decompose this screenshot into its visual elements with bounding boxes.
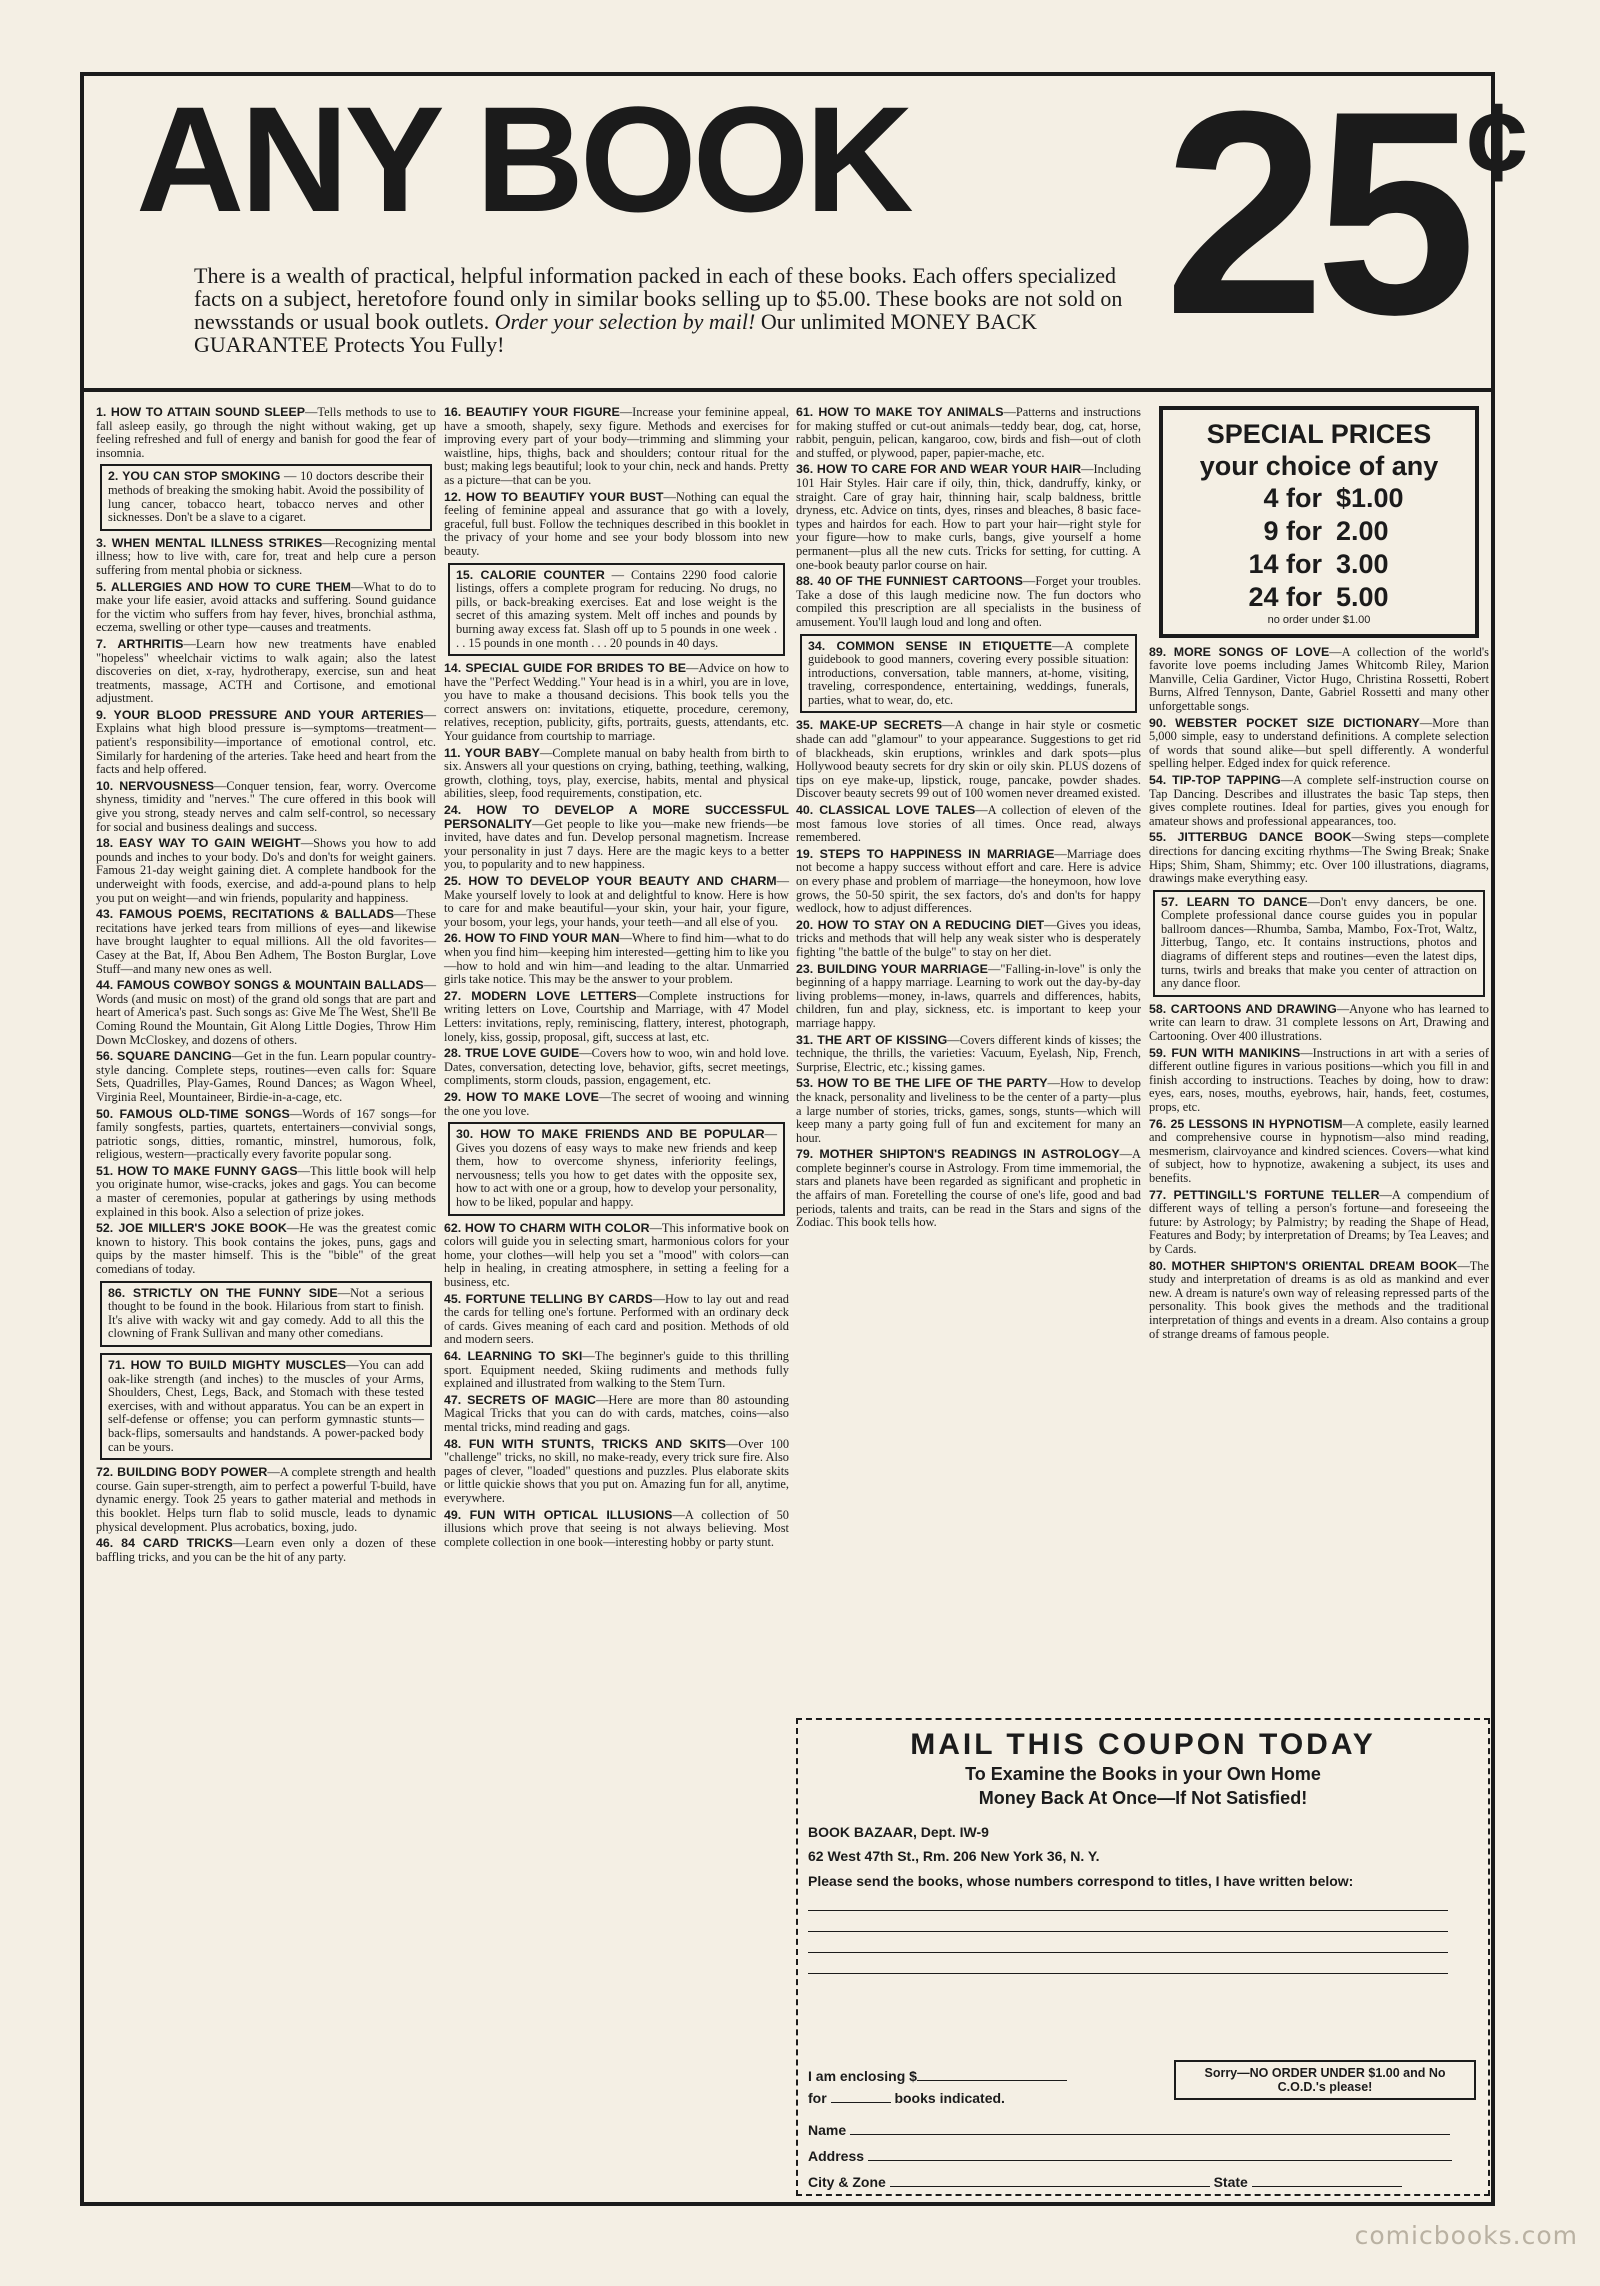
book-entry: [96, 1108, 436, 1162]
book-entry: [796, 575, 1141, 629]
book-title: 25. HOW TO DEVELOP YOUR BEAUTY AND CHARM: [444, 874, 777, 888]
book-description: —Not a serious thought to be found in the book. Hilarious from start to finish. It's alive with wacky wit and gay comedy. Add to all this the clowning of Frank Sullivan and many other comedians.: [108, 1285, 424, 1341]
book-title: 90. WEBSTER POCKET SIZE DICTIONARY: [1149, 715, 1420, 730]
book-description: —Conquer tension, fear, worry. Overcome shyness, timidity and "nerves." The cure offered in this book will give you strong, steady nerves and calm self-control, so necessary for social and business dealings and success.: [96, 778, 436, 834]
book-title: 54. TIP-TOP TAPPING: [1149, 772, 1281, 787]
book-title: 79. MOTHER SHIPTON'S READINGS IN ASTROLOGY: [796, 1147, 1120, 1162]
book-description: —"Falling-in-love" is only the beginning of a happy marriage. Learning to work out the day-by-day living problems—money, in-laws, quarrels and differences, habits, children, fun and play, sickness, etc. is important to keep your marriage happy.: [796, 961, 1141, 1030]
book-description: —Swing steps—complete directions for dancing exciting rhythms—The Swing Break; Snake Hips; Shim, Sham, Shimmy; etc. Over 100 illustrations, diagrams, drawings make everything easy.: [1149, 830, 1489, 886]
book-title: 9. YOUR BLOOD PRESSURE AND YOUR ARTERIES: [96, 707, 424, 722]
price-amount: 3.00: [1336, 549, 1389, 579]
book-title: 7. ARTHRITIS: [96, 636, 184, 651]
special-title: SPECIAL PRICES: [1206, 419, 1432, 449]
book-title: 49. FUN WITH OPTICAL ILLUSIONS: [444, 1507, 673, 1522]
book-entry: [444, 1047, 789, 1088]
book-entry: [100, 464, 432, 530]
book-description: —More than 5,000 simple, easy to understand definitions. A complete selection of words that sound alike—but spell differently. A wonderful spelling helper. Edged index for quick reference.: [1149, 715, 1489, 771]
book-title: 18. EASY WAY TO GAIN WEIGHT: [96, 836, 301, 851]
price-number: 25: [1164, 51, 1467, 375]
book-title: 12. HOW TO BEAUTIFY YOUR BUST: [444, 489, 664, 504]
state-label: State: [1213, 2174, 1248, 2190]
headline: ANY BOOK: [136, 75, 910, 243]
book-title: 72. BUILDING BODY POWER: [96, 1465, 268, 1480]
book-title: 20. HOW TO STAY ON A REDUCING DIET: [796, 917, 1045, 932]
book-description: —Don't envy dancers, be one. Complete professional dance course guides you in popular ballroom dances—Rhumba, Samba, Mambo, Fox-Trot, Waltz, Jitterbug, Tango, etc. It contains instructions, photos and diagrams of different steps and routines—even the latest dips, turns, twirls and breaks that make you center of attraction on any dance floor.: [1161, 894, 1477, 991]
book-description: —Recognizing mental illness; how to live with, care for, treat and help cure a person suffering from mental phobia or sickness.: [96, 535, 436, 577]
book-description: —You can add oak-like strength (and inches) to the muscles of your Arms, Shoulders, Chest, Legs, Back, and Stomach with these tested exercises, with and without apparatus. You can be an expert in self-defense or offense; you can perform gymnastic stunts—back-flips, somersaults and handstands. A power-packed body can be yours.: [108, 1358, 424, 1454]
book-entry: [1149, 1189, 1489, 1257]
book-description: —Over 100 "challenge" tricks, no skill, no make-ready, every trick sure fire. Also pages of clever, "loaded" questions and puzzles. Plus elaborate skits or little quickie shows that you put on. Amazing fun for all, anytime, everywhere.: [444, 1436, 790, 1505]
book-description: —How to lay out and read the cards for telling one's fortune. Performed with an ordinary deck of cards. Gives meaning of each card and position. Methods of old and modern seers.: [444, 1291, 789, 1347]
book-entry: [444, 406, 789, 488]
book-description: —Shows you how to add pounds and inches to your body. Do's and don'ts for weight gainers. Famous 21-day weight gaining diet. A complete handbook for the underweight with foods, exercise, and add-a-pound plans to help you put on weight—and win friends, popularity and happiness.: [96, 836, 436, 905]
watermark: comicbooks.com: [1354, 2221, 1578, 2250]
coupon-title: MAIL THIS COUPON TODAY: [910, 1728, 1376, 1761]
price: [1164, 51, 1528, 375]
book-description: —Get in the fun. Learn popular country-style dancing. Complete steps, routines—even calls for: Square Sets, Quadrilles, Play-Games, Round Dances; as Wagon Wheel, Virginia Reel, Mountaineer, Birdie-in-a-cage, etc.: [96, 1049, 436, 1104]
book-description: —A complete, easily learned and comprehensive course in hypnotism—also mind reading, mesmerism, clairvoyance and kindred sciences. Covers—what kind of subject, how to hypnotize, awakening a subject, its uses and benefits.: [1149, 1116, 1489, 1185]
book-entry: [796, 719, 1141, 801]
book-title: 30. HOW TO MAKE FRIENDS AND BE POPULAR: [456, 1127, 765, 1142]
cents-sign: ¢: [1466, 81, 1528, 204]
book-title: 16. BEAUTIFY YOUR FIGURE: [444, 405, 620, 419]
book-description: —This little book will help you originate humor, wise-cracks, jokes and gags. You can become a master of ceremonies, popular at gatherings by using methods explained in this book. Also a selection of prize jokes.: [96, 1163, 436, 1219]
book-description: —Instructions in art with a series of different outline figures in various positions—which you fill in and finish according to instructions. Teaches by doing, how to draw: eyes, ears, noses, mouths, eyebrows, hair, hands, feet, costumes, props, etc.: [1149, 1045, 1490, 1114]
book-description: — 10 doctors describe their methods of breaking the smoking habit. Avoid the possibility of lung cancer, tobacco heart, tobacco nerves and other sicknesses. Don't be a slave to a cigaret.: [108, 469, 424, 525]
book-description: — Contains 2290 food calorie listings, offers a complete program for reducing. No drugs, no pills, or back-breaking exercises. Eat and lose weight is the secret of this amazing system. Melt off inches and pounds by burning away excess fat. Slash off up to 5 pounds in one week . . . 15 pounds in one month . . . 20 pounds in 40 days.: [456, 567, 777, 650]
book-title: 48. FUN WITH STUNTS, TRICKS AND SKITS: [444, 1436, 726, 1451]
book-title: 29. HOW TO MAKE LOVE: [444, 1089, 599, 1104]
book-title: 14. SPECIAL GUIDE FOR BRIDES TO BE: [444, 661, 687, 676]
book-entry: [444, 1293, 789, 1347]
book-entry: [796, 1148, 1141, 1230]
book-description: —Nothing can equal the feeling of feminine appeal and assurance that go with a lovely, graceful, full bust. Follow the techniques described in this booklet in the privacy of your home and see your body blossom into new beauty.: [444, 489, 789, 558]
book-description: —Here are more than 80 astounding Magical Tricks that you can do with cards, matches, coins—also mental tricks, mind reading and gags.: [444, 1392, 789, 1434]
book-title: 40. CLASSICAL LOVE TALES: [796, 803, 976, 818]
column-3: [796, 406, 1141, 1233]
book-description: —A collection of eleven of the most famous love stories of all times. Once read, always remembered.: [796, 803, 1141, 845]
price-quantity: 9 for: [1263, 516, 1322, 546]
book-description: —A complete strength and health course. Gain super-strength, aim to perfect a powerful T-build, have dynamic energy. Took 25 years to gather material and methods in this booklet. Helps turn flab to solid muscle, leads to dynamic physical development. Plus acrobatics, boxing, judo.: [96, 1465, 436, 1534]
book-entry: [96, 780, 436, 834]
price-quantity: 24 for: [1248, 582, 1322, 612]
book-description: —Complete instructions for writing letters on Love, Courtship and Marriage, with 47 Model Letters: invitations, reply, reminiscing, flattery, interest, photograph, lonely, kiss, gossip, proposal, gift, success at last, etc.: [444, 988, 789, 1044]
book-title: 1. HOW TO ATTAIN SOUND SLEEP: [96, 405, 305, 419]
book-title: 3. WHEN MENTAL ILLNESS STRIKES: [96, 535, 323, 550]
book-title: 56. SQUARE DANCING: [96, 1049, 232, 1064]
book-title: 47. SECRETS OF MAGIC: [444, 1392, 596, 1407]
enclosing-label: I am enclosing $: [808, 2068, 917, 2084]
book-title: 15. CALORIE COUNTER: [456, 567, 605, 582]
price-quantity: 14 for: [1248, 549, 1322, 579]
book-entry: [796, 848, 1141, 916]
column-1: [96, 406, 436, 1567]
address-line-1: BOOK BAZAAR, Dept. IW-9: [808, 1824, 989, 1840]
book-title: 35. MAKE-UP SECRETS: [796, 718, 943, 733]
price-amount: 5.00: [1336, 582, 1389, 612]
book-entry: [444, 1222, 789, 1290]
book-number-line[interactable]: [808, 1890, 1448, 1911]
enclosing-field[interactable]: [808, 2065, 1138, 2109]
book-entry: [96, 1050, 436, 1104]
address-label: Address: [808, 2148, 865, 2164]
book-entry: [96, 406, 436, 460]
book-description: —A change in hair style or cosmetic shade can add "glamour" to your appearance. Suggestions to get rid of blackheads, skin eruptions, wrinkles and dark spots—plus Hollywood beauty secrets for dry skin or oily skin. PLUS dozens of tips on eye make-up, lipstick, rouge, pancake, powder shades. Discover beauty secrets 99 out of 100 women never dreamed existed.: [796, 718, 1141, 801]
book-title: 34. COMMON SENSE IN ETIQUETTE: [808, 638, 1053, 653]
book-description: —Increase your feminine appeal, have a smooth, shapely, sexy figure. Methods and exercises for improving every part of your body—trimming and slimming your waistline, hips, thighs, back and shoulders; contour ritual for the bust; making legs beautiful; look to your chin, neck and hands. Pretty as a picture—that can be you.: [444, 405, 789, 487]
city-blank[interactable]: [890, 2186, 1210, 2187]
book-entry: [448, 563, 785, 657]
book-entry: [1149, 717, 1489, 771]
book-description: —A compendium of different ways of telling a person's fortune—and foreseeing the future: by Astrology; by Palmistry; by reading the Shape of Head, Features and Body; by interpretation of Dreams; by Tea Leaves; and by Cards.: [1149, 1187, 1489, 1256]
book-description: —What to do to make your life easier, avoid attacks and suffering. Sound guidance for the victim who suffers from hay fever, hives, bronchial asthma, eczema, swelling or other type—causes and treatments.: [96, 579, 437, 635]
book-title: 45. FORTUNE TELLING BY CARDS: [444, 1291, 653, 1306]
book-entry: [1149, 831, 1489, 885]
special-note: no order under $1.00: [1267, 614, 1371, 626]
book-entry: [444, 990, 789, 1044]
price-row: [1169, 515, 1469, 548]
book-title: 61. HOW TO MAKE TOY ANIMALS: [796, 405, 1004, 419]
book-entry: [444, 932, 789, 986]
books-indicated-label: books indicated.: [894, 2090, 1005, 2106]
book-title: 27. MODERN LOVE LETTERS: [444, 988, 637, 1003]
book-entry: [796, 963, 1141, 1031]
book-title: 36. HOW TO CARE FOR AND WEAR YOUR HAIR: [796, 462, 1082, 477]
book-entry: [444, 747, 789, 801]
price-row: [1169, 581, 1469, 614]
intro-part-2: Our unlimited MONEY BACK GUARANTEE Protects You Fully!: [194, 309, 1037, 357]
book-entry: [100, 1353, 432, 1460]
book-description: —A collection of 50 illusions which prove that seeing is not always believing. Most complete collection in one book—interesting hobby or party stunt.: [444, 1507, 790, 1549]
book-title: 76. 25 LESSONS IN HYPNOTISM: [1149, 1116, 1343, 1131]
book-entry: [796, 406, 1141, 460]
column-4: [1149, 406, 1489, 1344]
book-description: —Where to find him—what to do when you find him—keeping him interested—getting him to like you—how to hold and win him—and leading to the altar. Unmarried girls take notice. This may be the answer to your problem.: [444, 931, 789, 987]
book-description: —Including 101 Hair Styles. Hair care if oily, thin, thick, dandruffy, kinky, or straight. Care of gray hair, thinning hair, scalp baldness, brittle dryness, etc. Advice on tints, dyes, rinses and bleaches, 8 basic face-types and hairdos for each. How to part your hair—right style for your figure—how to make curls, bangs, give yourself a home permanent—plus all the new cuts. Tricks for setting, for cutting. A one-book beauty parlor course on hair.: [796, 462, 1141, 572]
price-amount: 2.00: [1336, 516, 1389, 546]
book-entry: [96, 581, 436, 635]
column-2: [444, 406, 789, 1552]
book-description: —A complete guidebook to good manners, covering every possible situation: introductions, conversation, table manners, at-home, visiting, traveling, correspondence, entertaining, weddings, funerals, parties, what to wear, do, etc.: [808, 638, 1129, 707]
state-blank[interactable]: [1252, 2186, 1402, 2187]
book-title: 77. PETTINGILL'S FORTUNE TELLER: [1149, 1187, 1380, 1202]
name-label: Name: [808, 2122, 847, 2138]
book-title: 19. STEPS TO HAPPINESS IN MARRIAGE: [796, 846, 1055, 861]
price-amount: $1.00: [1336, 483, 1404, 513]
book-entry: [96, 908, 436, 976]
book-description: —Advice on how to have the "Perfect Wedding." Your head is in a whirl, you are in love, you have to make a thousand decisions. This book tells you the correct answers on: invitations, etiquette, procedure, ceremony, relatives, reception, publicity, gifts, portraits, guests, attendants, etc. Your guidance from courtship to marriage.: [444, 661, 789, 744]
book-entry: [444, 1394, 789, 1435]
address-line-2: 62 West 47th St., Rm. 206 New York 36, N. Y.: [808, 1848, 1100, 1864]
special-subtitle: your choice of any: [1199, 451, 1439, 481]
book-title: 52. JOE MILLER'S JOKE BOOK: [96, 1221, 287, 1236]
header: [84, 51, 1528, 392]
book-title: 24. HOW TO DEVELOP A MORE SUCCESSFUL PERSONALITY: [444, 803, 789, 831]
book-entry: [96, 1466, 436, 1534]
book-title: 5. ALLERGIES AND HOW TO CURE THEM: [96, 579, 351, 594]
book-title: 51. HOW TO MAKE FUNNY GAGS: [96, 1163, 298, 1178]
book-description: —Covers different kinds of kisses; the technique, the thrills, the varieties: Vacuum, Eyelash, Nip, French, Surprise, Electric, etc.; kissing games.: [796, 1032, 1141, 1074]
book-entry: [1149, 1260, 1489, 1342]
book-entry: [796, 804, 1141, 845]
name-field[interactable]: [808, 2122, 1450, 2138]
book-title: 11. YOUR BABY: [444, 745, 540, 760]
book-entry: [1149, 1003, 1489, 1044]
book-description: —These recitations have jerked tears from millions of eyes—and likewise have brought laughter to equal millions. All the old favorites—Casey at the Bat, If, Abou Ben Adhem, The Boston Burglar, Love Stuff—and many new ones as well.: [96, 907, 436, 976]
book-title: 64. LEARNING TO SKI: [444, 1349, 583, 1363]
book-title: 71. HOW TO BUILD MIGHTY MUSCLES: [108, 1358, 347, 1372]
book-description: —The beginner's guide to this thrilling sport. Equipment needed, Skiing rudiments and methods fully explained and illustrated from walking to the Stem Turn.: [444, 1349, 789, 1391]
book-description: —Gives you ideas, tricks and methods that will help any weak sister who is desperately fighting "the battle of the bulge" to stay on her diet.: [796, 917, 1142, 959]
book-title: 58. CARTOONS AND DRAWING: [1149, 1001, 1337, 1016]
book-description: —Marriage does not become a happy success without effort and care. Here is advice on every phase and problem of marriage—the honeymoon, how love grows, the 50-50 spirit, the sex factors, do's and don'ts for happy wedlock, how to adjust differences.: [796, 846, 1141, 916]
book-entry: [96, 837, 436, 905]
book-title: 59. FUN WITH MANIKINS: [1149, 1045, 1301, 1060]
book-entry: [444, 491, 789, 559]
order-coupon[interactable]: [796, 1718, 1490, 2196]
amount-blank[interactable]: [917, 2080, 1067, 2081]
book-description: —A complete beginner's course in Astrology. From time immemorial, the stars and planets have been regarded as significant and prophetic in the affairs of man. Foretelling the course of one's life, good and bad periods, talents and traits, can be read in the Stars and signs of the Zodiac. This book tells how.: [796, 1147, 1141, 1230]
book-description: —Patterns and instructions for making stuffed or cut-out animals—teddy bear, dog, cat, horse, rabbit, penguin, pelican, kangaroo, cow, birds and fish—out of cloth and stuffed, or plywood, paper, papier-mache, etc.: [796, 405, 1141, 460]
book-entry: [800, 634, 1137, 714]
book-description: —He was the greatest comic known to history. This book contains the jokes, puns, gags and quips by the master himself. This is the "bible" of the great comedians of today.: [96, 1221, 436, 1277]
book-description: —A collection of the world's favorite love poems including James Whitcomb Riley, Marion Manville, Celia Gardiner, Victor Hugo, Christina Rossetti, Robert Burns, Alfred Tennyson, Dante, Gabriel Rossetti and many other unforgettable songs.: [1149, 644, 1489, 713]
book-entry: [1149, 1047, 1489, 1115]
book-description: —Words (and music on most) of the grand old songs that are part and heart of America's past. Such songs as: Give Me The West, She'll Be Coming Round the Mountain, Git Along Little Dogies, Throw Him Down McCloskey, and dozens of others.: [96, 978, 436, 1047]
book-entry: [448, 1122, 785, 1216]
book-number-line[interactable]: [808, 1953, 1448, 1974]
book-entry: [444, 662, 789, 744]
coupon-address: [808, 1820, 1488, 1868]
price-row: [1169, 482, 1469, 515]
book-entry: [444, 1350, 789, 1391]
book-entry: [444, 1438, 789, 1506]
name-blank[interactable]: [850, 2134, 1450, 2135]
book-title: 53. HOW TO BE THE LIFE OF THE PARTY: [796, 1076, 1048, 1091]
book-title: 10. NERVOUSNESS: [96, 778, 215, 793]
book-number-line[interactable]: [808, 1911, 1448, 1932]
book-entry: [796, 1034, 1141, 1075]
book-entry: [96, 979, 436, 1047]
book-title: 50. FAMOUS OLD-TIME SONGS: [96, 1106, 290, 1121]
book-description: —Explains what high blood pressure is—symptoms—treatment—patient's responsibility—importance of emotional control, etc. Similarly for hardening of the arteries. Take heed and heart from the facts and help offered.: [96, 707, 436, 777]
book-number-line[interactable]: [808, 1932, 1448, 1953]
book-entry: [96, 709, 436, 777]
address-field[interactable]: [808, 2148, 1452, 2164]
book-description: —A complete self-instruction course on Tap Dancing. Describes and illustrates the basic Tap steps, then gives complete routines. Ideal for parties, gives you enough for amateur shows and professional appearances, too.: [1149, 772, 1489, 828]
ad-page: [80, 51, 1528, 2206]
book-title: 89. MORE SONGS OF LOVE: [1149, 644, 1330, 659]
no-cod-notice: Sorry—NO ORDER UNDER $1.00 and No C.O.D.'s please!: [1174, 2060, 1476, 2100]
book-entry: [96, 1222, 436, 1276]
coupon-subtitle-2: Money Back At Once—If Not Satisfied!: [978, 1788, 1308, 1808]
book-description: —Forget your troubles. Take a dose of this laugh medicine now. The fun doctors who compiled this prescription are all specialists in the business of amusement. You'll laugh loud and long and often.: [796, 574, 1141, 629]
address-blank[interactable]: [868, 2160, 1452, 2161]
book-title: 88. 40 OF THE FUNNIEST CARTOONS: [796, 574, 1023, 589]
book-description: —This informative book on colors will guide you in selecting smart, harmonious colors for your home, your clothes—will help you set a "mood" with colors—can help in healing, in creating atmosphere, in setting a feeling for a business, etc.: [444, 1220, 790, 1290]
book-entry: [100, 1281, 432, 1347]
book-title: 62. HOW TO CHARM WITH COLOR: [444, 1220, 650, 1235]
price-quantity: 4 for: [1263, 483, 1322, 513]
book-title: 26. HOW TO FIND YOUR MAN: [444, 931, 620, 946]
book-description: —Learn even only a dozen of these baffling tricks, and you can be the hit of any party.: [96, 1536, 436, 1564]
book-description: —Gives you dozens of easy ways to make new friends and keep them, how to overcome shyness, inferiority feelings, nervousness; tells you how to get dates with the opposite sex, how to act with one or a group, how to develop your personality, how to be liked, popular and happy.: [456, 1127, 777, 1210]
book-title: 55. JITTERBUG DANCE BOOK: [1149, 830, 1352, 845]
book-title: 46. 84 CARD TRICKS: [96, 1536, 233, 1551]
book-title: 23. BUILDING YOUR MARRIAGE: [796, 961, 988, 976]
book-entry: [1149, 774, 1489, 828]
book-entry: [444, 1509, 789, 1550]
book-title: 2. YOU CAN STOP SMOKING: [108, 469, 281, 484]
city-label: City & Zone: [808, 2174, 886, 2190]
price-row: [1169, 548, 1469, 581]
book-description: —Make yourself lovely to look at and delightful to know. Here is how to care for and make beautiful—your skin, your hair, your figure, your bosom, your legs, your hands, your teeth—and all else of you.: [444, 874, 789, 929]
count-blank[interactable]: [831, 2102, 891, 2103]
for-label: for: [808, 2090, 827, 2106]
book-description: —Covers how to woo, win and hold love. Dates, conversation, detecting love, behavior, gifts, secret meetings, compliments, storm clouds, passion, engagement, etc.: [444, 1046, 790, 1088]
book-entry: [444, 804, 789, 872]
book-description: —Tells methods to use to fall asleep easily, go through the night without waking, get up feeling refreshed and full of energy and banish for good the fear of insomnia.: [96, 405, 436, 460]
book-entry: [796, 919, 1141, 960]
coupon-subtitle-1: To Examine the Books in your Own Home: [965, 1764, 1321, 1784]
book-entry: [444, 875, 789, 929]
intro-part-1: There is a wealth of practical, helpful information packed in each of these books. Each offers specialized facts on a subject, heretofore found only in similar books selling up to $5.00. These books are not sold on newsstands or usual book outlets.: [194, 263, 1123, 334]
book-description: —Get people to like you—make new friends—be invited, have dates and fun. Develop personal magnetism. Increase your personality in just 7 days. Here are the magic keys to a better you, to popularity and to new happiness.: [444, 816, 789, 872]
book-description: —Anyone who has learned to write can learn to draw. 31 complete lessons on Art, Drawing and Cartooning. Over 400 illustrations.: [1149, 1001, 1489, 1044]
book-entry: [96, 537, 436, 578]
special-prices-box: [1159, 406, 1479, 638]
book-title: 86. STRICTLY ON THE FUNNY SIDE: [108, 1285, 338, 1300]
book-entry: [444, 1091, 789, 1118]
book-description: —The study and interpretation of dreams is as old as mankind and ever new. A dream is nature's own way of releasing repressed parts of the personality. This book gives the methods and the traditional interpretation of things and events in a dream. Also contains a group of strange dreams of famous people.: [1149, 1258, 1489, 1341]
column-4-entries: [1149, 646, 1489, 1342]
book-description: —How to develop the knack, personality and liveliness to be the center of a party—plus a large number of stories, tricks, games, songs, stunts—which will keep many a party going full of fun and excitement for many an hour.: [796, 1076, 1141, 1145]
book-description: —Learn how new treatments have enabled "hopeless" wheelchair victims to walk again; also the latest discoveries on diet, x-ray, hydrotherapy, exercise, sun and heat treatments, massage, ACTH and Cortisone, and emotional adjustment.: [96, 636, 436, 706]
book-entry: [96, 1165, 436, 1219]
book-entry: [96, 638, 436, 706]
book-entry: [796, 1077, 1141, 1145]
book-description: —The secret of wooing and winning the one you love.: [444, 1089, 789, 1118]
intro-text: [194, 264, 1144, 356]
book-description: —Complete manual on baby health from birth to six. Answers all your questions on crying, bathing, teething, walking, growth, clothing, toys, play, exercise, habits, mental and physical abilities, sleep, food requirements, constipation, etc.: [444, 745, 789, 801]
book-entry: [796, 463, 1141, 572]
intro-italic: Order your selection by mail!: [494, 309, 756, 334]
city-state-field[interactable]: [808, 2174, 1402, 2190]
book-description: —Words of 167 songs—for family songfests, parties, quartets, entertainers—convivial songs, patriotic songs, ditties, romantic, minstrel, humorous, folk, religious, western—practically every favorite popular song.: [96, 1106, 437, 1162]
book-entry: [96, 1537, 436, 1564]
price-rows: [1169, 482, 1469, 614]
book-entry: [1149, 646, 1489, 714]
book-title: 28. TRUE LOVE GUIDE: [444, 1046, 580, 1061]
coupon-instructions: Please send the books, whose numbers correspond to titles, I have written below:: [808, 1873, 1354, 1889]
book-title: 80. MOTHER SHIPTON'S ORIENTAL DREAM BOOK: [1149, 1258, 1458, 1273]
book-title: 31. THE ART OF KISSING: [796, 1032, 948, 1047]
book-entry: [1153, 890, 1485, 997]
book-entry: [1149, 1118, 1489, 1186]
book-title: 57. LEARN TO DANCE: [1161, 894, 1308, 909]
book-title: 43. FAMOUS POEMS, RECITATIONS & BALLADS: [96, 907, 395, 922]
book-title: 44. FAMOUS COWBOY SONGS & MOUNTAIN BALLADS: [96, 978, 424, 993]
